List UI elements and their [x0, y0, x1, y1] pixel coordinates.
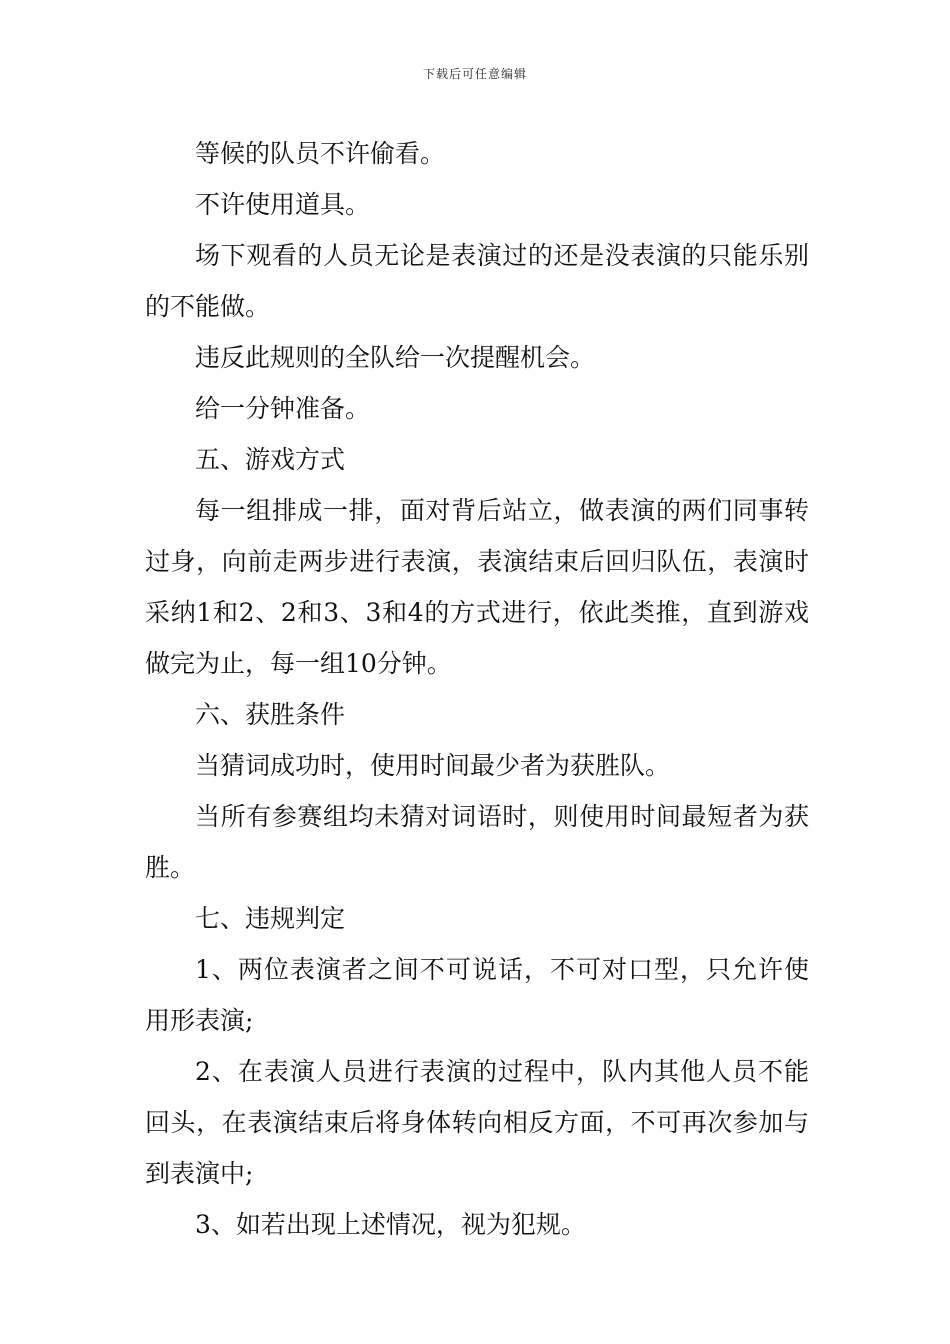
paragraph-win-shortest-time: 当所有参赛组均未猜对词语时，则使用时间最短者为获胜。	[145, 802, 809, 882]
paragraph-no-peeking: 等候的队员不许偷看。	[195, 139, 446, 168]
paragraph-no-props: 不许使用道具。	[195, 190, 371, 219]
paragraph-rule-1: 1、两位表演者之间不可说话，不可对口型，只允许使用形表演;	[145, 955, 809, 1035]
section-heading-violation-rules: 七、违规判定	[195, 904, 346, 933]
paragraph-preparation-time: 给一分钟准备。	[195, 394, 371, 423]
section-heading-game-method: 五、游戏方式	[195, 445, 346, 474]
paragraph-game-method: 每一组排成一排，面对背后站立，做表演的两们同事转过身，向前走两步进行表演，表演结束后回归队伍，表演时采纳1和2、2和3、3和4的方式进行，依此类推，直到游戏做完为止，每一组10分钟。	[145, 496, 809, 678]
paragraph-rule-2: 2、在表演人员进行表演的过程中，队内其他人员不能回头，在表演结束后将身体转向相反方面，不可再次参加与到表演中;	[145, 1057, 809, 1188]
page-header-note: 下载后可任意编辑	[422, 67, 527, 81]
paragraph-violation-warning: 违反此规则的全队给一次提醒机会。	[195, 343, 596, 372]
document-body	[145, 128, 809, 1250]
paragraph-rule-3: 3、如若出现上述情况，视为犯规。	[195, 1210, 586, 1239]
section-heading-winning-conditions: 六、获胜条件	[195, 700, 346, 729]
paragraph-win-least-time: 当猜词成功时，使用时间最少者为获胜队。	[195, 751, 671, 780]
paragraph-audience-rule: 场下观看的人员无论是表演过的还是没表演的只能乐别的不能做。	[145, 241, 809, 321]
